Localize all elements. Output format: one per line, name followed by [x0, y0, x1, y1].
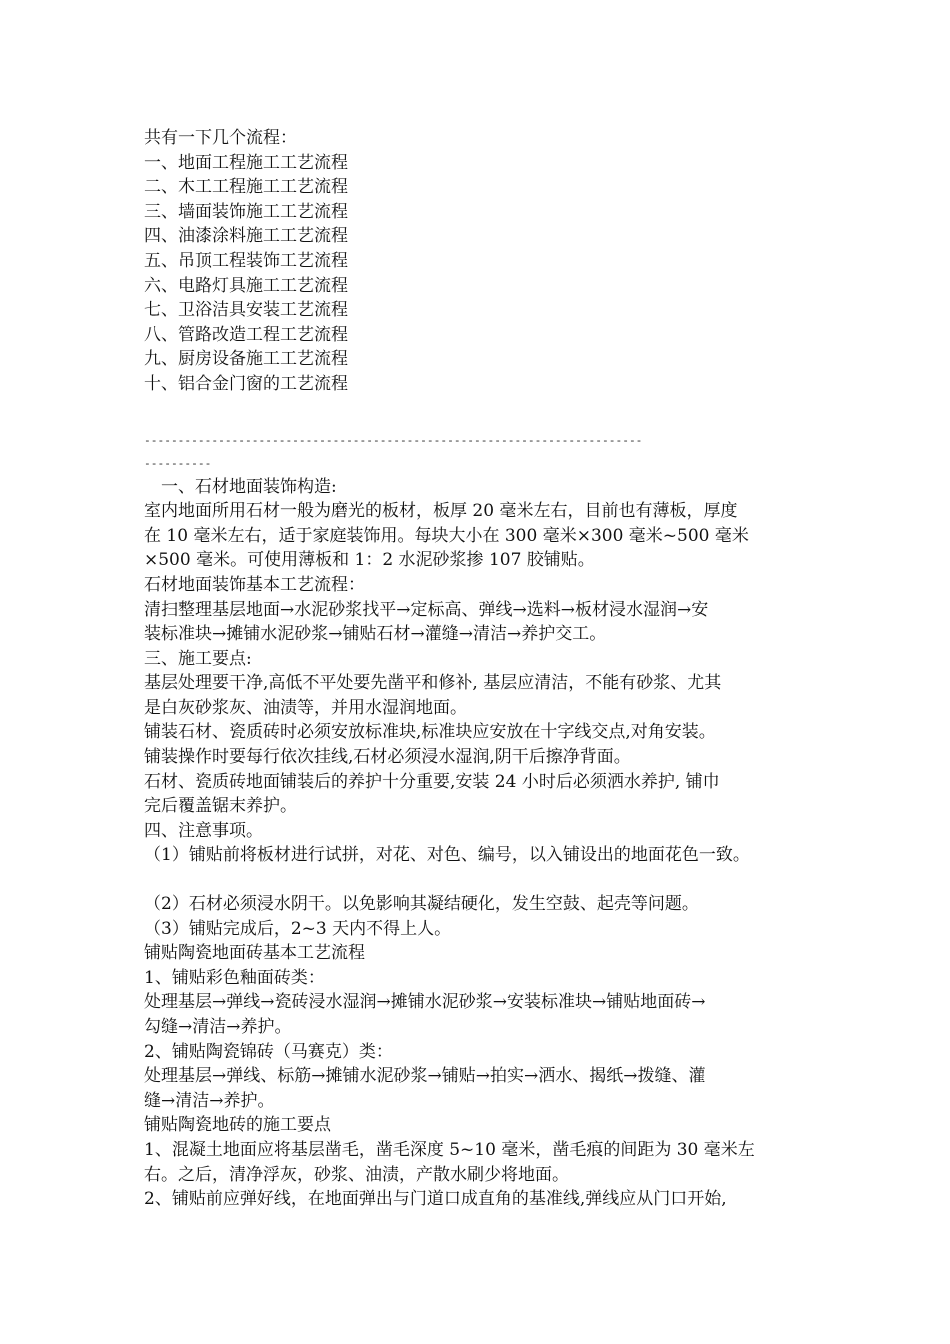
- body-line: 1、混凝土地面应将基层凿毛，凿毛深度 5~10 毫米，凿毛痕的间距为 30 毫米左: [144, 1139, 755, 1160]
- toc-item: 三、墙面装饰施工工艺流程: [144, 201, 348, 222]
- spacer: [144, 397, 844, 429]
- body-line: 处理基层→弹线、标筋→摊铺水泥砂浆→铺贴→拍实→洒水、揭纸→拨缝、灌: [144, 1066, 706, 1087]
- toc-item: 七、卫浴洁具安装工艺流程: [144, 300, 348, 321]
- document-page: [144, 126, 844, 1212]
- spacer: [144, 868, 844, 892]
- body-line: 室内地面所用石材一般为磨光的板材，板厚 20 毫米左右，目前也有薄板，厚度: [144, 501, 738, 522]
- section-heading: 铺贴陶瓷地面砖基本工艺流程: [144, 943, 365, 964]
- body-line: （3）铺贴完成后，2~3 天内不得上人。: [144, 918, 452, 939]
- body-line: 完后覆盖锯末养护。: [144, 796, 297, 817]
- toc-intro: 共有一下几个流程：: [144, 128, 297, 148]
- section-heading: 一、石材地面装饰构造:: [161, 476, 337, 497]
- body-line: 2、铺贴前应弹好线，在地面弹出与门道口成直角的基准线,弹线应从门口开始,: [144, 1189, 727, 1210]
- toc-item: 一、地面工程施工工艺流程: [144, 152, 348, 173]
- body-line: （1）铺贴前将板材进行试拼，对花、对色、编号，以入铺设出的地面花色一致。: [144, 845, 750, 866]
- toc-item: 五、吊顶工程装饰工艺流程: [144, 250, 348, 271]
- divider-line: ----------: [144, 456, 212, 470]
- body-line: 是白灰砂浆灰、油渍等，并用水湿润地面。: [144, 697, 467, 718]
- body-line: 清扫整理基层地面→水泥砂浆找平→定标高、弹线→选料→板材浸水湿润→安: [144, 599, 709, 620]
- section-heading: 四、注意事项。: [144, 820, 263, 841]
- body-line: 在 10 毫米左右，适于家庭装饰用。每块大小在 300 毫米×300 毫米~500 毫米: [144, 525, 749, 546]
- toc-item: 十、铝合金门窗的工艺流程: [144, 373, 348, 394]
- body-line: 缝→清洁→养护。: [144, 1090, 275, 1111]
- body-line: 基层处理要干净,高低不平处要先凿平和修补, 基层应清洁，不能有砂浆、尤其: [144, 673, 722, 694]
- body-line: 铺装石材、瓷质砖时必须安放标准块,标准块应安放在十字线交点,对角安装。: [144, 722, 716, 743]
- body-line: 装标准块→摊铺水泥砂浆→铺贴石材→灌缝→清洁→养护交工。: [144, 624, 607, 645]
- toc-item: 八、管路改造工程工艺流程: [144, 324, 348, 345]
- section-heading: 三、施工要点:: [144, 648, 252, 669]
- section-heading: 铺贴陶瓷地砖的施工要点: [144, 1115, 331, 1136]
- body-line: 石材地面装饰基本工艺流程：: [144, 574, 365, 595]
- divider-line: --------------------------------------------------------------------------: [144, 433, 643, 447]
- body-line: ×500 毫米。可使用薄板和 1：2 水泥砂浆掺 107 胶铺贴。: [144, 550, 595, 571]
- body-line: 处理基层→弹线→瓷砖浸水湿润→摊铺水泥砂浆→安装标准块→铺贴地面砖→: [144, 992, 706, 1013]
- body-line: 铺装操作时要每行依次挂线,石材必须浸水湿润,阴干后擦净背面。: [144, 747, 631, 768]
- toc-item: 九、厨房设备施工工艺流程: [144, 349, 348, 370]
- toc-item: 四、油漆涂料施工工艺流程: [144, 226, 348, 247]
- body-line: 右。之后，清净浮灰，砂浆、油渍，产散水刷少将地面。: [144, 1164, 569, 1185]
- body-line: 1、铺贴彩色釉面砖类：: [144, 967, 325, 988]
- toc-item: 六、电路灯具施工工艺流程: [144, 275, 348, 296]
- body-line: 2、铺贴陶瓷锦砖（马赛克）类：: [144, 1041, 393, 1062]
- body-line: 勾缝→清洁→养护。: [144, 1017, 292, 1037]
- body-line: 石材、瓷质砖地面铺装后的养护十分重要,安装 24 小时后必须洒水养护, 铺巾: [144, 771, 720, 792]
- toc-item: 二、木工工程施工工艺流程: [144, 177, 348, 198]
- body-line: （2）石材必须浸水阴干。以免影响其凝结硬化，发生空鼓、起壳等问题。: [144, 894, 699, 915]
